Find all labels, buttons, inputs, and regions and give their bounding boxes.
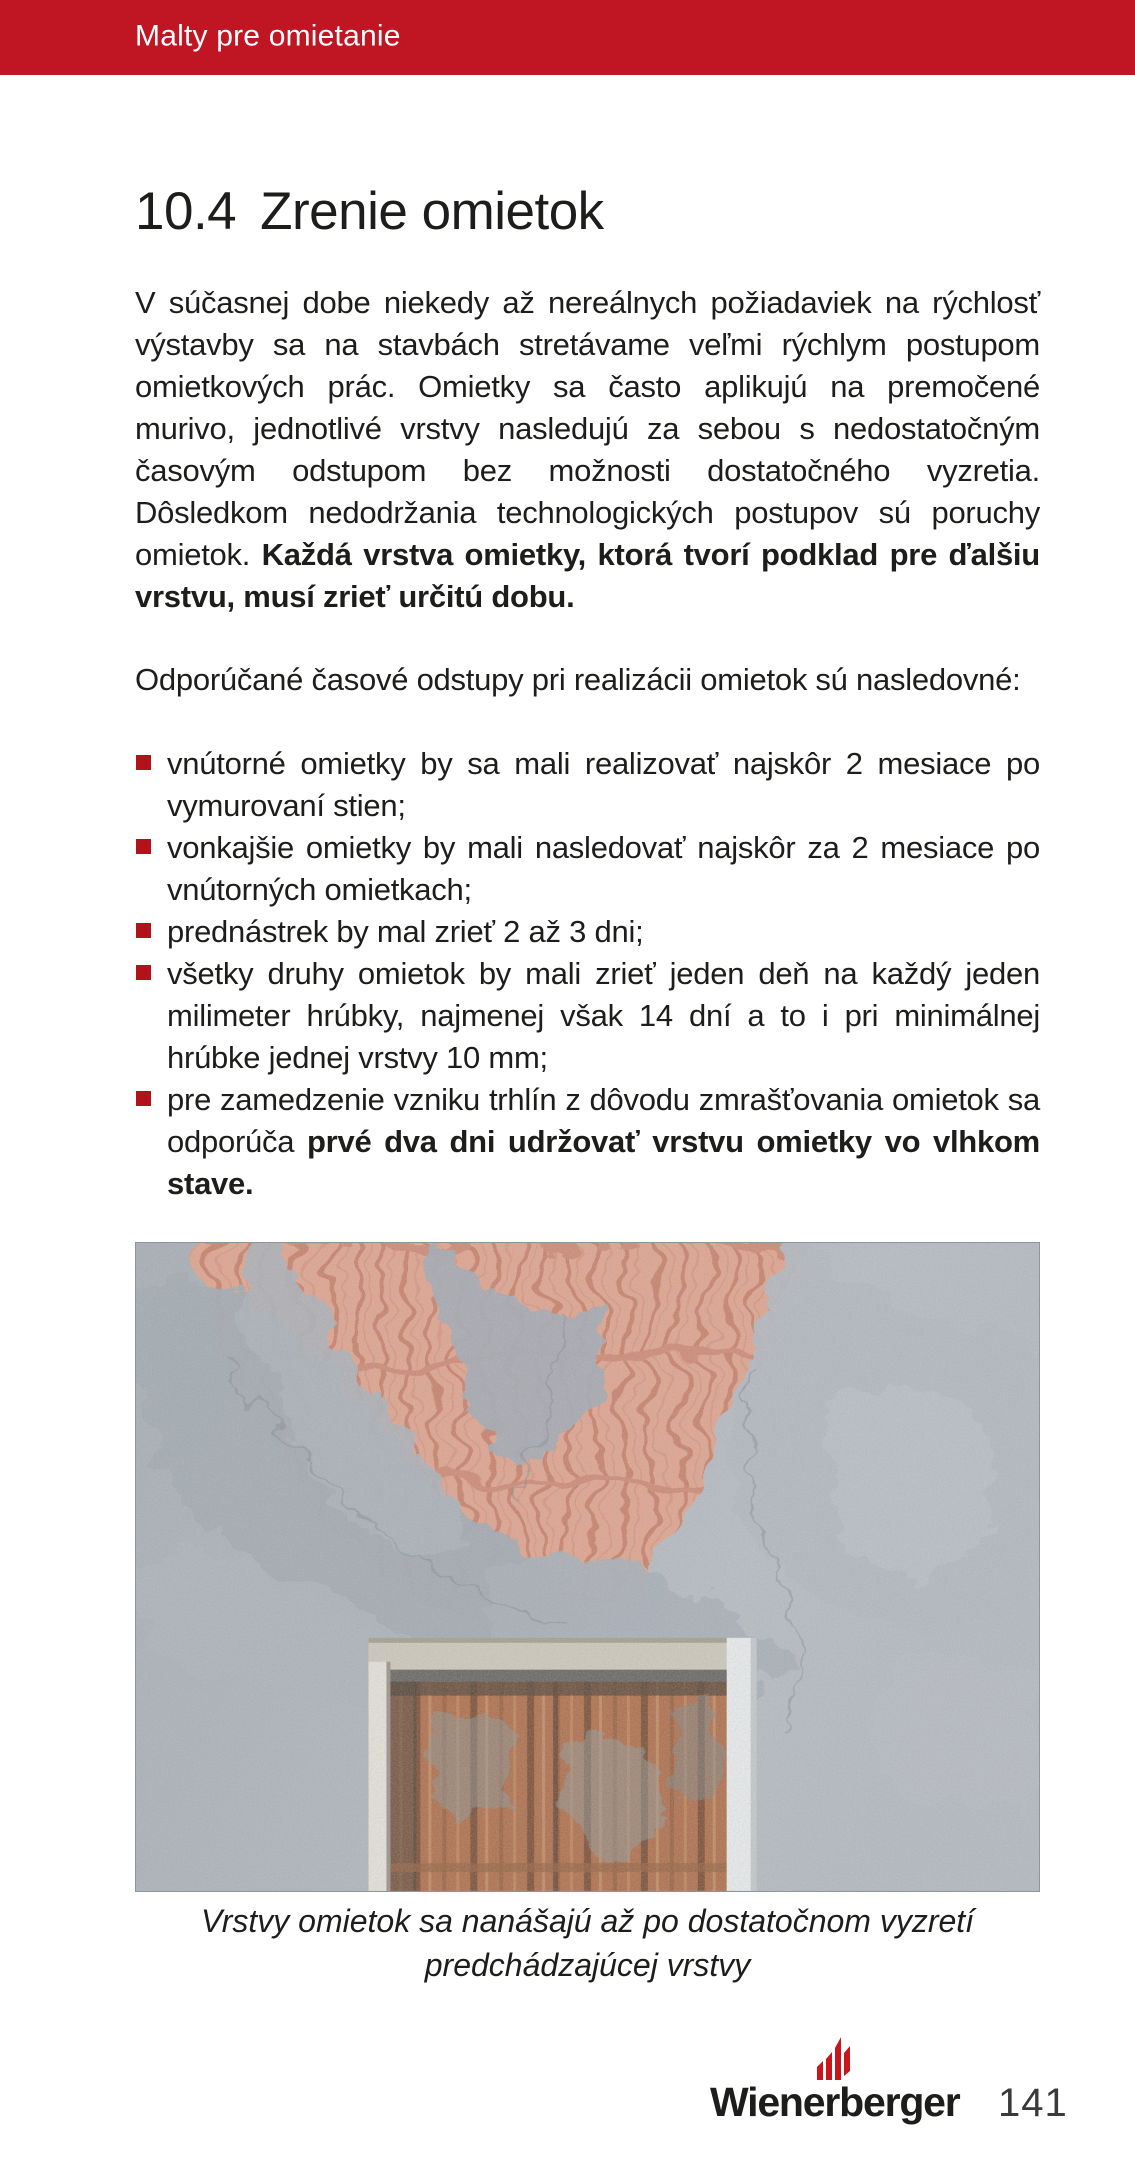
list-item-text	[167, 827, 1040, 911]
header-title: Malty pre omietanie	[135, 19, 401, 53]
header-bar	[0, 0, 1135, 75]
photo-caption: Vrstvy omietok sa nanášajú až po dostatočnom vyzretí predchádzajúcej vrstvy	[200, 1903, 975, 1983]
plaster-wall-photo-graphic	[136, 1243, 1039, 1891]
list-item	[135, 743, 1040, 827]
list-item	[135, 1079, 1040, 1205]
list-item	[135, 911, 1040, 953]
list-item	[135, 953, 1040, 1079]
section-title-text: Zrenie omietok	[260, 182, 604, 241]
lead-in-paragraph: Odporúčané časové odstupy pri realizácii omietok sú nasledovné:	[135, 662, 1021, 697]
bullet-square-icon	[136, 755, 151, 770]
list-item-text-normal: prednástrek by mal zrieť 2 až 3 dni;	[167, 914, 644, 949]
list-item	[135, 827, 1040, 911]
bullet-square-icon	[136, 923, 151, 938]
list-item-text	[167, 953, 1040, 1079]
bullet-square-icon	[136, 839, 151, 854]
section-number: 10.4	[135, 182, 237, 241]
list-item-text-bold: prvé dva dni udržovať vrstvu omietky vo vlhkom stave.	[167, 1124, 1040, 1201]
bullet-square-icon	[136, 965, 151, 980]
intro-paragraph-bold: Každá vrstva omietky, ktorá tvorí podklad pre ďalšiu vrstvu, musí zrieť určitú dobu.	[135, 537, 1040, 614]
wienerberger-wordmark: Wienerberger	[710, 2079, 960, 2125]
page-number: 141	[998, 2081, 1068, 2125]
wienerberger-flame-icon	[813, 2036, 853, 2080]
list-item-text-normal: všetky druhy omietok by mali zrieť jeden deň na každý jeden milimeter hrúbky, najmenej však 14 dní a to i pri minimálnej hrúbke jednej vrstvy 10 mm;	[167, 956, 1040, 1075]
intro-paragraph-text: V súčasnej dobe niekedy až nereálnych požiadaviek na rýchlosť výstavby sa na stavbách stretávame veľmi rýchlym postupom omietkových prác. Omietky sa často aplikujú na premočené murivo, jednotlivé vrstvy nasledujú za sebou s nedostatočným časovým odstupom bez možnosti dostatočného vyzretia. Dôsledkom nedodržania technologických postupov sú poruchy omietok.	[135, 285, 1040, 572]
list-item-text	[167, 1079, 1040, 1205]
bullet-square-icon	[136, 1091, 151, 1106]
list-item-text	[167, 743, 1040, 827]
page-title	[135, 183, 604, 241]
plaster-wall-photo	[135, 1242, 1040, 1892]
list-item-text	[167, 911, 1040, 953]
intro-paragraph	[135, 282, 1040, 618]
bullet-list	[135, 743, 1040, 1205]
list-item-text-normal: pre zamedzenie vzniku trhlín z dôvodu zmrašťovania omietok sa odporúča	[167, 1082, 1040, 1159]
list-item-text-normal: vnútorné omietky by sa mali realizovať najskôr 2 mesiace po vymurovaní stien;	[167, 746, 1040, 823]
list-item-text-normal: vonkajšie omietky by mali nasledovať najskôr za 2 mesiace po vnútorných omietkach;	[167, 830, 1040, 907]
